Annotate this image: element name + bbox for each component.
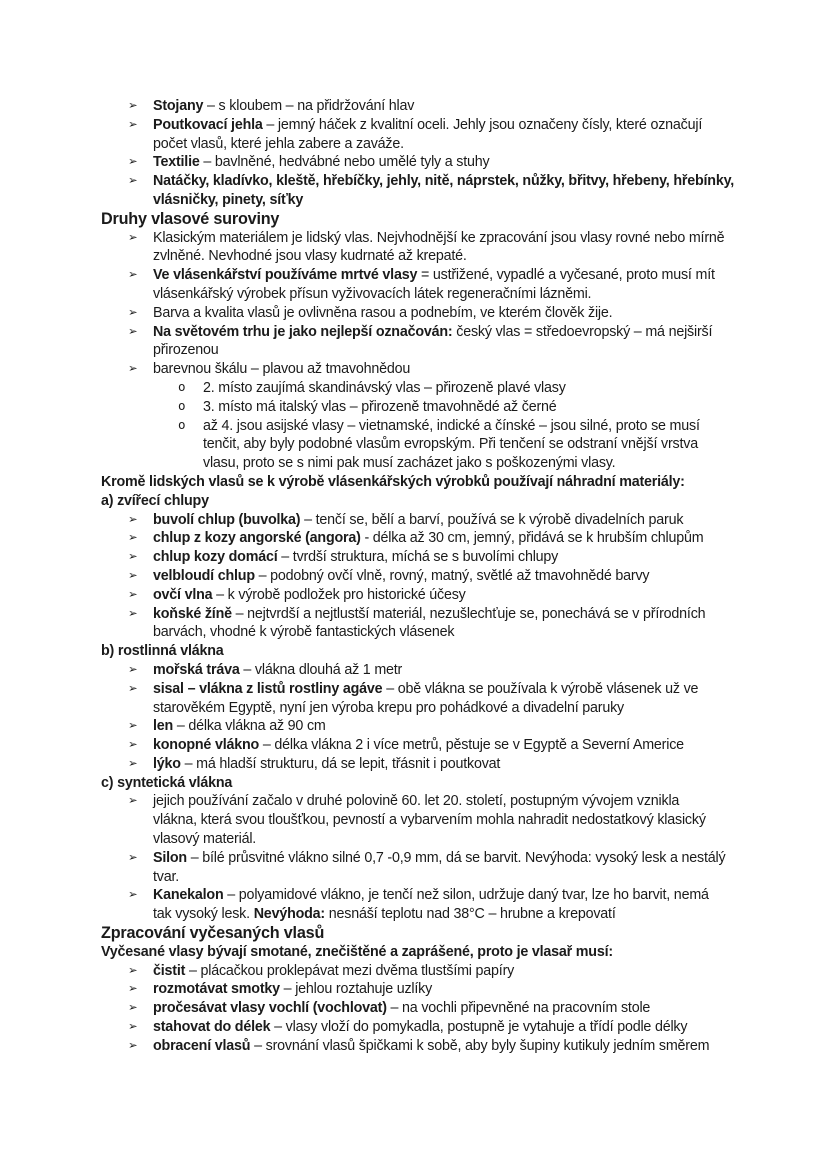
line-text: pročesávat vlasy vochlí (vochlovat) (153, 1000, 387, 1017)
line-text: tvar. (153, 868, 180, 885)
bullet-arrow-icon: ➢ (128, 757, 138, 770)
line-text: vlásenkářský výrobek přísun vyživovacích látek regeneračními lázněmi. (153, 285, 592, 302)
line-text: vlásničky, pinety, síťky (153, 191, 304, 208)
line-text: koňské žíně (153, 605, 232, 622)
line-text: – srovnání vlasů špičkami k sobě, aby byly šupiny kutikuly jedním směrem (250, 1037, 710, 1054)
text-line (0, 379, 828, 398)
text-line (0, 586, 828, 605)
line-text: Druhy vlasové suroviny (101, 209, 280, 228)
text-line (0, 1018, 828, 1037)
text-line (0, 247, 828, 266)
text-line (0, 774, 828, 793)
bullet-arrow-icon: ➢ (128, 532, 138, 545)
line-text: starověkém Egyptě, nyní jen výroba krepu pro pohádkové a divadelní paruky (153, 699, 624, 716)
bullet-arrow-icon: ➢ (128, 363, 138, 376)
line-text: přirozenou (153, 342, 219, 359)
line-text: rozmotávat smotky (153, 981, 280, 998)
text-line (0, 323, 828, 342)
line-text: – k výrobě podložek pro historické účesy (212, 586, 466, 603)
sub-bullet-icon: o (178, 417, 186, 433)
text-line (0, 980, 828, 999)
line-text: mořská tráva (153, 661, 240, 678)
line-text: Poutkovací jehla (153, 116, 263, 133)
line-text: – tvrdší struktura, míchá se s buvolími chlupy (277, 549, 559, 566)
line-text: – vlasy vloží do pomykadla, postupně je vytahuje a třídí podle délky (270, 1019, 688, 1036)
text-line (0, 811, 828, 830)
line-text: – obě vlákna se používala k výrobě vlásenek už ve (382, 680, 699, 697)
line-text: – délka vlákna až 90 cm (173, 718, 326, 735)
text-line (0, 830, 828, 849)
bullet-arrow-icon: ➢ (128, 795, 138, 808)
line-text: – podobný ovčí vlně, rovný, matný, světlé až tmavohnědé barvy (254, 567, 650, 584)
bullet-arrow-icon: ➢ (128, 739, 138, 752)
text-line (0, 172, 828, 191)
line-text: Natáčky, kladívko, kleště, hřebíčky, jehly, nitě, náprstek, nůžky, břitvy, hřebeny, hřebínky, (153, 173, 735, 190)
text-line (0, 717, 828, 736)
line-text: len (153, 718, 174, 735)
text-line (0, 304, 828, 323)
bullet-arrow-icon: ➢ (128, 269, 138, 282)
text-line (0, 229, 828, 248)
line-text: obracení vlasů (153, 1037, 251, 1054)
text-line (0, 755, 828, 774)
text-line (0, 191, 828, 210)
line-text: – jemný háček z kvalitní oceli. Jehly jsou označeny čísly, které označují (262, 116, 703, 133)
line-text: barevnou škálu – plavou až tmavohnědou (153, 361, 411, 378)
text-line (0, 661, 828, 680)
line-text: jejich používání začalo v druhé polovině 60. let 20. století, postupným vývojem vznikla (153, 793, 680, 810)
text-line (0, 266, 828, 285)
bullet-arrow-icon: ➢ (128, 682, 138, 695)
line-text: – tenčí se, bělí a barví, používá se k výrobě divadelních paruk (300, 511, 684, 528)
line-text: Stojany (153, 98, 204, 114)
bullet-arrow-icon: ➢ (128, 551, 138, 564)
bullet-arrow-icon: ➢ (128, 720, 138, 733)
bullet-arrow-icon: ➢ (128, 569, 138, 582)
text-line (0, 285, 828, 304)
sub-bullet-icon: o (178, 398, 186, 414)
text-line (0, 511, 828, 530)
text-line (0, 567, 828, 586)
line-text: Kanekalon (153, 887, 224, 904)
line-text: Zpracování vyčesaných vlasů (101, 924, 325, 943)
line-text: tak vysoký lesk. (153, 906, 254, 923)
text-line (0, 962, 828, 981)
text-line (0, 210, 828, 229)
text-line (0, 736, 828, 755)
line-text: čistit (153, 962, 186, 979)
bullet-arrow-icon: ➢ (128, 964, 138, 977)
text-line (0, 417, 828, 436)
line-text: Barva a kvalita vlasů je ovlivněna rasou a podnebím, ve kterém člověk žije. (153, 304, 613, 321)
line-text: – jehlou roztahuje uzlíky (279, 981, 433, 998)
text-line (0, 360, 828, 379)
text-line (0, 868, 828, 887)
line-text: – na vochli připevněné na pracovním stole (386, 1000, 651, 1017)
line-text: tenčit, aby byly podobné vlasům evropským. Při tenčení se odstraní vnější vrstva (203, 436, 698, 453)
text-line (0, 623, 828, 642)
bullet-arrow-icon: ➢ (128, 889, 138, 902)
line-text: až 4. jsou asijské vlasy – vietnamské, indické a čínské – jsou silné, proto se musí (203, 417, 700, 434)
line-text: konopné vlákno (153, 737, 260, 754)
line-text: ovčí vlna (153, 586, 213, 603)
line-text: Vyčesané vlasy bývají smotané, znečištěné a zaprášené, proto je vlasař musí: (101, 943, 613, 960)
text-line (0, 943, 828, 962)
line-text: Nevýhoda: (253, 906, 325, 923)
bullet-arrow-icon: ➢ (128, 175, 138, 188)
line-text: český vlas = středoevropský – má nejširší (452, 323, 713, 340)
line-text: 3. místo má italský vlas – přirozeně tmavohnědé až černé (203, 398, 557, 415)
text-line (0, 492, 828, 511)
line-text: zvlněné. Nevhodné jsou vlasy kudrnaté až krepaté. (153, 248, 467, 265)
bullet-arrow-icon: ➢ (128, 663, 138, 676)
line-text: Kromě lidských vlasů se k výrobě vlásenkářských výrobků používají náhradní materiály: (101, 473, 685, 490)
bullet-arrow-icon: ➢ (128, 851, 138, 864)
bullet-arrow-icon: ➢ (128, 983, 138, 996)
line-text: sisal – vlákna z listů rostliny agáve (153, 680, 383, 697)
line-text: – plácačkou proklepávat mezi dvěma tlustšími papíry (185, 962, 515, 979)
line-text: – s kloubem – na přidržování hlav (203, 98, 415, 114)
line-text: c) syntetická vlákna (101, 774, 233, 791)
document-body (0, 97, 828, 1056)
text-line (0, 699, 828, 718)
text-line (0, 153, 828, 172)
line-text: 2. místo zaujímá skandinávský vlas – přirozeně plavé vlasy (203, 379, 566, 396)
line-text: - délka až 30 cm, jemný, přidává se k hrubším chlupům (360, 530, 704, 547)
line-text: buvolí chlup (buvolka) (153, 511, 301, 528)
bullet-arrow-icon: ➢ (128, 118, 138, 131)
text-line (0, 435, 828, 454)
text-line (0, 680, 828, 699)
text-line (0, 341, 828, 360)
text-line (0, 642, 828, 661)
text-line (0, 473, 828, 492)
bullet-arrow-icon: ➢ (128, 1002, 138, 1015)
line-text: – nejtvrdší a nejtlustší materiál, nezušlechťuje se, ponechává se v přírodních (231, 605, 706, 622)
line-text: Klasickým materiálem je lidský vlas. Nejvhodnější ke zpracování jsou vlasy rovné nebo mírně (153, 229, 725, 246)
line-text: – bílé průsvitné vlákno silné 0,7 -0,9 mm, dá se barvit. Nevýhoda: vysoký lesk a nestálý (186, 849, 726, 866)
text-line (0, 529, 828, 548)
bullet-arrow-icon: ➢ (128, 607, 138, 620)
line-text: barvách, vhodné k výrobě fantastických vlásenek (153, 624, 455, 641)
bullet-arrow-icon: ➢ (128, 231, 138, 244)
bullet-arrow-icon: ➢ (128, 513, 138, 526)
line-text: – má hladší strukturu, dá se lepit, třásnit i poutkovat (180, 755, 501, 772)
line-text: – vlákna dlouhá až 1 metr (239, 661, 403, 678)
text-line (0, 548, 828, 567)
line-text: vlákna, která svou tloušťkou, pevností a vybarvením mohla nahradit nedostatkový klasický (153, 812, 706, 829)
sub-bullet-icon: o (178, 379, 186, 395)
text-line (0, 886, 828, 905)
text-line (0, 97, 828, 116)
line-text: – bavlněné, hedvábné nebo umělé tyly a stuhy (199, 154, 490, 171)
line-text: b) rostlinná vlákna (101, 643, 224, 660)
text-line (0, 135, 828, 154)
line-text: počet vlasů, které jehla zabere a zaváže. (153, 135, 404, 152)
bullet-arrow-icon: ➢ (128, 100, 138, 112)
text-line (0, 849, 828, 868)
line-text: chlup kozy domácí (153, 549, 278, 566)
bullet-arrow-icon: ➢ (128, 1021, 138, 1034)
bullet-arrow-icon: ➢ (128, 588, 138, 601)
line-text: a) zvířecí chlupy (101, 492, 209, 509)
text-line (0, 605, 828, 624)
text-line (0, 999, 828, 1018)
text-line (0, 792, 828, 811)
text-line (0, 398, 828, 417)
text-line (0, 905, 828, 924)
bullet-arrow-icon: ➢ (128, 1039, 138, 1052)
text-line (0, 924, 828, 943)
line-text: = ustřižené, vypadlé a vyčesané, proto musí mít (417, 267, 715, 284)
bullet-arrow-icon: ➢ (128, 325, 138, 338)
line-text: lýko (153, 755, 181, 772)
line-text: – polyamidové vlákno, je tenčí než silon, udržuje daný tvar, lze ho barvit, nemá (223, 887, 709, 904)
text-line (0, 116, 828, 135)
line-text: – délka vlákna 2 i více metrů, pěstuje se v Egyptě a Severní Americe (259, 737, 684, 754)
line-text: Silon (153, 849, 187, 866)
bullet-arrow-icon: ➢ (128, 156, 138, 169)
line-text: stahovat do délek (153, 1019, 271, 1036)
text-line (0, 1037, 828, 1056)
line-text: Textilie (153, 154, 200, 171)
text-line (0, 454, 828, 473)
line-text: vlasový materiál. (153, 831, 257, 848)
line-text: Ve vlásenkářství používáme mrtvé vlasy (153, 267, 418, 284)
line-text: velbloudí chlup (153, 567, 255, 584)
line-text: chlup z kozy angorské (angora) (153, 530, 361, 547)
line-text: vlasu, proto se s nimi pak musí zacházet jako s poškozenými vlasy. (203, 455, 616, 472)
line-text: nesnáší teplotu nad 38°C – hrubne a krepovatí (324, 906, 616, 923)
bullet-arrow-icon: ➢ (128, 306, 138, 319)
line-text: Na světovém trhu je jako nejlepší označován: (153, 323, 453, 340)
